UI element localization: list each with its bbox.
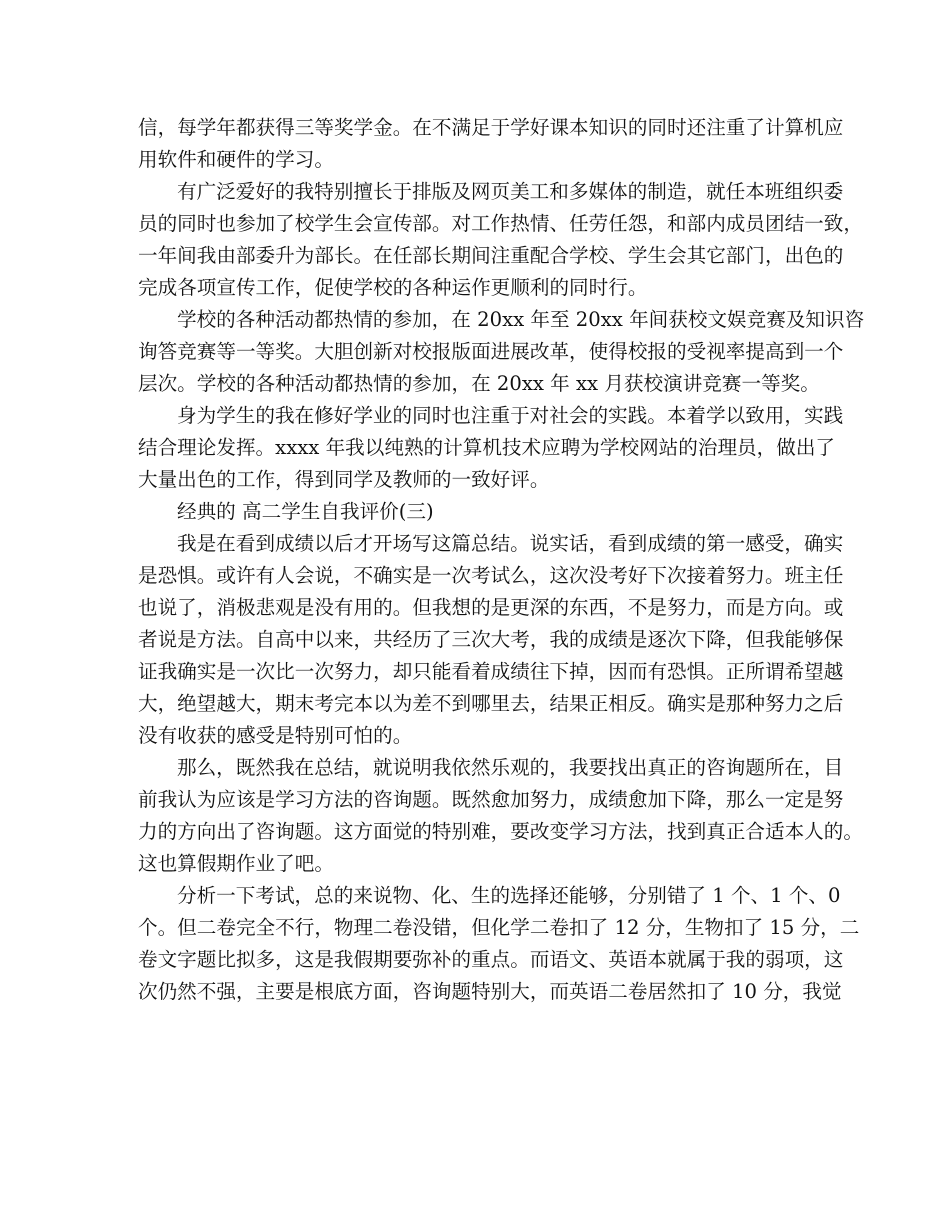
text-line: 没有收获的感受是特别可怕的。 (138, 724, 413, 747)
text-line: 信，每学年都获得三等奖学金。在不满足于学好课本知识的同时还注重了计算机应 (138, 116, 844, 139)
text-line: 前我认为应该是学习方法的咨询题。既然愈加努力，成绩愈加下降，那么一定是努 (138, 788, 844, 811)
document-body (138, 112, 865, 1008)
text-line: 分析一下考试，总的来说物、化、生的选择还能够，分别错了 1 个、1 个、0 (177, 884, 841, 907)
text-line: 询答竞赛等一等奖。大胆创新对校报版面进展改革，使得校报的受视率提高到一个 (138, 340, 844, 363)
text-line: 卷文字题比拟多，这是我假期要弥补的重点。而语文、英语本就属于我的弱项，这 (138, 948, 844, 971)
text-line: 结合理论发挥。xxxx 年我以纯熟的计算机技术应聘为学校网站的治理员，做出了 (138, 436, 836, 459)
text-line: 大，绝望越大，期末考完本以为差不到哪里去，结果正相反。确实是那种努力之后 (138, 692, 844, 715)
text-line: 完成各项宣传工作，促使学校的各种运作更顺利的同时行。 (138, 276, 648, 299)
text-line: 学校的各种活动都热情的参加，在 20xx 年至 20xx 年间获校文娱竞赛及知识咨 (177, 308, 865, 331)
section-heading: 经典的 高二学生自我评价(三) (177, 500, 434, 523)
text-line: 次仍然不强，主要是根底方面，咨询题特别大，而英语二卷居然扣了 10 分，我觉 (138, 980, 842, 1003)
text-line: 证我确实是一次比一次努力，却只能看着成绩往下掉，因而有恐惧。正所谓希望越 (138, 660, 844, 683)
text-line: 有广泛爱好的我特别擅长于排版及网页美工和多媒体的制造，就任本班组织委 (177, 180, 844, 203)
text-line: 个。但二卷完全不行，物理二卷没错，但化学二卷扣了 12 分，生物扣了 15 分，二 (138, 916, 860, 939)
text-line: 我是在看到成绩以后才开场写这篇总结。说实话，看到成绩的第一感受，确实 (177, 532, 844, 555)
text-line: 层次。学校的各种活动都热情的参加，在 20xx 年 xx 月获校演讲竞赛一等奖。 (138, 372, 820, 395)
text-line: 用软件和硬件的学习。 (138, 148, 334, 171)
text-line: 力的方向出了咨询题。这方面觉的特别难，要改变学习方法，找到真正合适本人的。 (138, 820, 863, 843)
text-line: 这也算假期作业了吧。 (138, 852, 334, 875)
text-line: 是恐惧。或许有人会说，不确实是一次考试么，这次没考好下次接着努力。班主任 (138, 564, 844, 587)
text-line: 那么，既然我在总结，就说明我依然乐观的，我要找出真正的咨询题所在，目 (177, 756, 844, 779)
text-line: 者说是方法。自高中以来，共经历了三次大考，我的成绩是逐次下降，但我能够保 (138, 628, 844, 651)
text-line: 一年间我由部委升为部长。在任部长期间注重配合学校、学生会其它部门，出色的 (138, 244, 844, 267)
text-line: 大量出色的工作，得到同学及教师的一致好评。 (138, 468, 550, 491)
text-line: 身为学生的我在修好学业的同时也注重于对社会的实践。本着学以致用，实践 (177, 404, 844, 427)
text-line: 也说了，消极悲观是没有用的。但我想的是更深的东西，不是努力，而是方向。或 (138, 596, 844, 619)
text-line: 员的同时也参加了校学生会宣传部。对工作热情、任劳任怨，和部内成员团结一致， (138, 212, 863, 235)
